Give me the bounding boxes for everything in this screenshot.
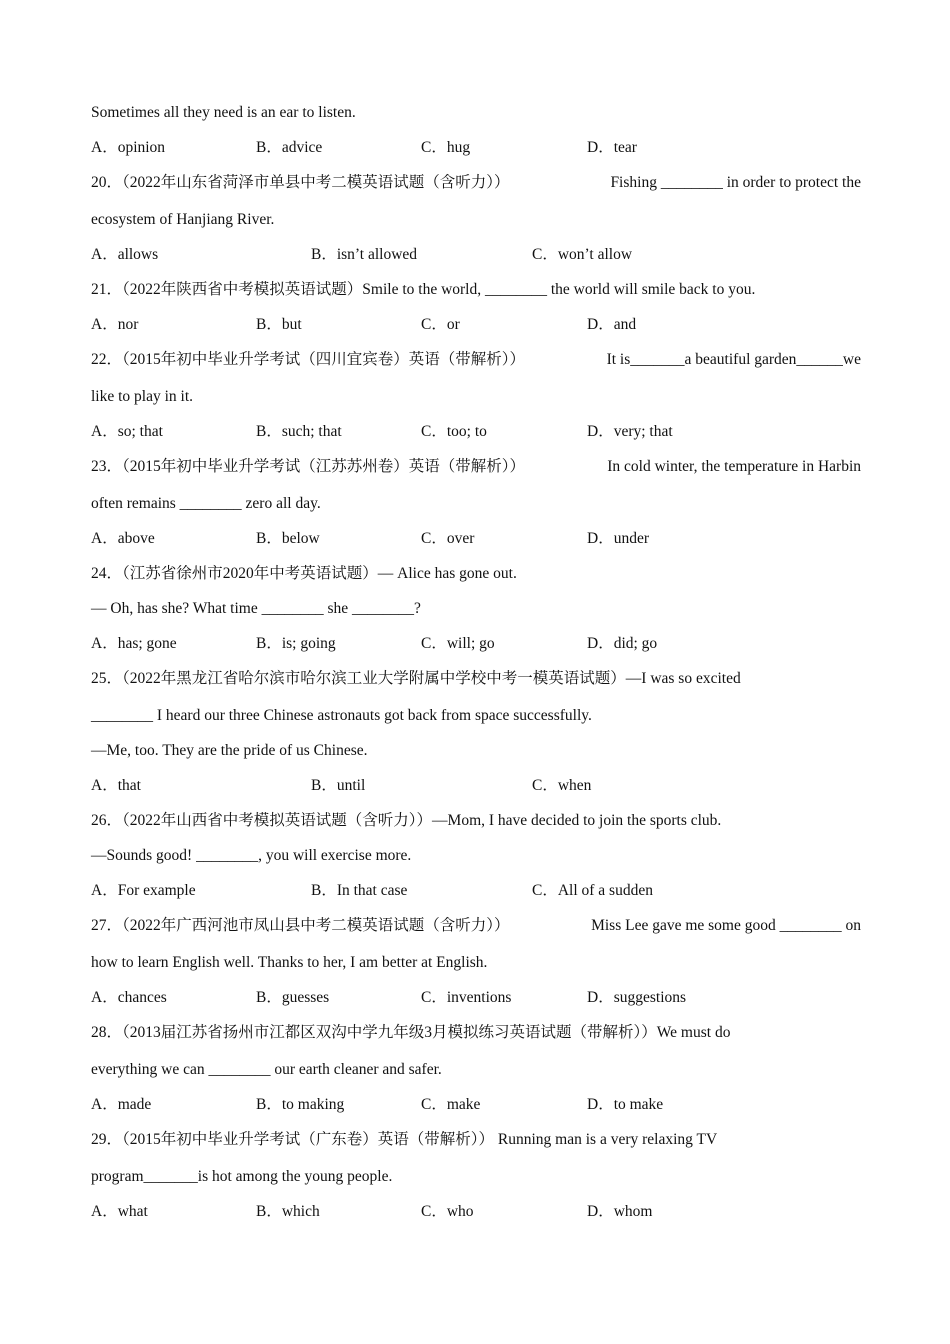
q23-options xyxy=(91,521,861,556)
q20-options xyxy=(91,237,861,272)
q28-stem xyxy=(91,1015,861,1052)
q20-line-2: ecosystem of Hanjiang River. xyxy=(91,211,275,228)
q27-text: Miss Lee gave me some good ________ on xyxy=(591,917,861,934)
q23-option-c[interactable]: C．over xyxy=(421,530,475,547)
q26-line-2: —Sounds good! ________, you will exercise more. xyxy=(91,847,412,864)
q29-number: 29． xyxy=(91,1131,123,1148)
q19-option-b[interactable]: B．advice xyxy=(256,139,323,156)
q29-text: Running man is a very relaxing TV xyxy=(494,1131,718,1148)
q25-number: 25． xyxy=(91,670,123,687)
q21-option-b[interactable]: B．but xyxy=(256,316,302,333)
q29-line-2: program_______is hot among the young people. xyxy=(91,1168,393,1185)
q25-option-b[interactable]: B．until xyxy=(311,777,366,794)
q25-text: —I was so excited xyxy=(625,670,741,687)
q25-source: （2022年黑龙江省哈尔滨市哈尔滨工业大学附属中学校中考一模英语试题） xyxy=(122,670,626,687)
q26-options xyxy=(91,873,861,908)
q22-number: 22． xyxy=(91,351,123,368)
q21-options xyxy=(91,307,861,342)
q29-source: （2015年初中毕业升学考试（广东卷）英语（带解析）） xyxy=(122,1131,495,1148)
q22-prefix xyxy=(91,342,525,379)
q22-stem xyxy=(91,342,861,379)
q21-option-c[interactable]: C．or xyxy=(421,316,460,333)
q23-stem xyxy=(91,449,861,486)
q23-text: In cold winter, the temperature in Harbin xyxy=(607,458,861,475)
q20-option-b[interactable]: B．isn’t allowed xyxy=(311,246,418,263)
q27-option-a[interactable]: A．chances xyxy=(91,989,167,1006)
q22-options xyxy=(91,414,861,449)
q24-stem xyxy=(91,556,861,591)
q26-stem xyxy=(91,803,861,838)
q24-text: — Alice has gone out. xyxy=(377,565,517,582)
q20-text: Fishing ________ in order to protect the xyxy=(610,174,861,191)
q25-option-a[interactable]: A．that xyxy=(91,777,141,794)
q28-text: We must do xyxy=(656,1024,731,1041)
q23-line-2: often remains ________ zero all day. xyxy=(91,495,321,512)
q21-number: 21． xyxy=(91,281,123,298)
q29-option-d[interactable]: D．whom xyxy=(587,1203,653,1220)
q28-number: 28． xyxy=(91,1024,123,1041)
q29-option-c[interactable]: C．who xyxy=(421,1203,474,1220)
question-page xyxy=(91,95,861,1229)
q23-option-a[interactable]: A．above xyxy=(91,530,155,547)
q24-source: （江苏省徐州市2020年中考英语试题） xyxy=(122,565,378,582)
q24-option-c[interactable]: C．will; go xyxy=(421,635,495,652)
q24-line-2: — Oh, has she? What time ________ she ________? xyxy=(91,600,421,617)
q22-option-b[interactable]: B．such; that xyxy=(256,423,342,440)
intro-line: Sometimes all they need is an ear to listen. xyxy=(91,104,356,121)
q25-options xyxy=(91,768,861,803)
q21-stem xyxy=(91,272,861,307)
q22-text: It is_______a beautiful garden______we xyxy=(606,351,861,368)
q27-option-d[interactable]: D．suggestions xyxy=(587,989,687,1006)
q28-option-a[interactable]: A．made xyxy=(91,1096,152,1113)
q22-option-a[interactable]: A．so; that xyxy=(91,423,163,440)
q20-option-c[interactable]: C．won’t allow xyxy=(532,246,633,263)
q24-number: 24． xyxy=(91,565,123,582)
q24-options xyxy=(91,626,861,661)
q19-options xyxy=(91,130,861,165)
q21-option-a[interactable]: A．nor xyxy=(91,316,139,333)
q26-option-b[interactable]: B．In that case xyxy=(311,882,408,899)
q20-prefix xyxy=(91,165,510,202)
q19-option-a[interactable]: A．opinion xyxy=(91,139,166,156)
q27-option-b[interactable]: B．guesses xyxy=(256,989,330,1006)
q28-source: （2013届江苏省扬州市江都区双沟中学九年级3月模拟练习英语试题（带解析）） xyxy=(122,1024,657,1041)
q22-option-d[interactable]: D．very; that xyxy=(587,423,673,440)
q27-option-c[interactable]: C．inventions xyxy=(421,989,512,1006)
q27-stem xyxy=(91,908,861,945)
q23-option-d[interactable]: D．under xyxy=(587,530,649,547)
q20-number: 20． xyxy=(91,174,123,191)
q22-line-2: like to play in it. xyxy=(91,388,194,405)
q24-option-a[interactable]: A．has; gone xyxy=(91,635,177,652)
q24-option-d[interactable]: D．did; go xyxy=(587,635,658,652)
q23-source: （2015年初中毕业升学考试（江苏苏州卷）英语（带解析）） xyxy=(122,458,526,475)
q27-line-2: how to learn English well. Thanks to her, I am better at English. xyxy=(91,954,488,971)
q27-options xyxy=(91,980,861,1015)
q28-option-c[interactable]: C．make xyxy=(421,1096,481,1113)
q26-option-c[interactable]: C．All of a sudden xyxy=(532,882,653,899)
q21-option-d[interactable]: D．and xyxy=(587,316,637,333)
q25-line-3: —Me, too. They are the pride of us Chinese. xyxy=(91,742,368,759)
q29-stem xyxy=(91,1122,861,1159)
q27-prefix xyxy=(91,908,510,945)
q26-option-a[interactable]: A．For example xyxy=(91,882,196,899)
q20-source: （2022年山东省菏泽市单县中考二模英语试题（含听力）） xyxy=(122,174,510,191)
q29-option-a[interactable]: A．what xyxy=(91,1203,148,1220)
q22-source: （2015年初中毕业升学考试（四川宜宾卷）英语（带解析）） xyxy=(122,351,526,368)
q23-prefix xyxy=(91,449,525,486)
q28-option-d[interactable]: D．to make xyxy=(587,1096,664,1113)
q24-option-b[interactable]: B．is; going xyxy=(256,635,336,652)
q27-number: 27． xyxy=(91,917,123,934)
q26-text: —Mom, I have decided to join the sports club. xyxy=(432,812,722,829)
q21-source: （2022年陕西省中考模拟英语试题） xyxy=(122,281,363,298)
q28-line-2: everything we can ________ our earth cleaner and safer. xyxy=(91,1061,442,1078)
q23-number: 23． xyxy=(91,458,123,475)
q25-line-2: ________ I heard our three Chinese astronauts got back from space successfully. xyxy=(91,707,592,724)
q22-option-c[interactable]: C．too; to xyxy=(421,423,487,440)
q27-source: （2022年广西河池市凤山县中考二模英语试题（含听力）） xyxy=(122,917,510,934)
q28-option-b[interactable]: B．to making xyxy=(256,1096,345,1113)
q21-text: Smile to the world, ________ the world will smile back to you. xyxy=(362,281,756,298)
q26-number: 26． xyxy=(91,812,123,829)
q20-stem xyxy=(91,165,861,202)
q19-option-d[interactable]: D．tear xyxy=(587,139,637,156)
q20-option-a[interactable]: A．allows xyxy=(91,246,159,263)
q28-options xyxy=(91,1087,861,1122)
q26-source: （2022年山西省中考模拟英语试题（含听力）） xyxy=(122,812,433,829)
q19-option-c[interactable]: C．hug xyxy=(421,139,471,156)
q29-option-b[interactable]: B．which xyxy=(256,1203,320,1220)
q25-option-c[interactable]: C．when xyxy=(532,777,592,794)
q23-option-b[interactable]: B．below xyxy=(256,530,320,547)
q29-options xyxy=(91,1194,861,1229)
q25-stem xyxy=(91,661,861,698)
